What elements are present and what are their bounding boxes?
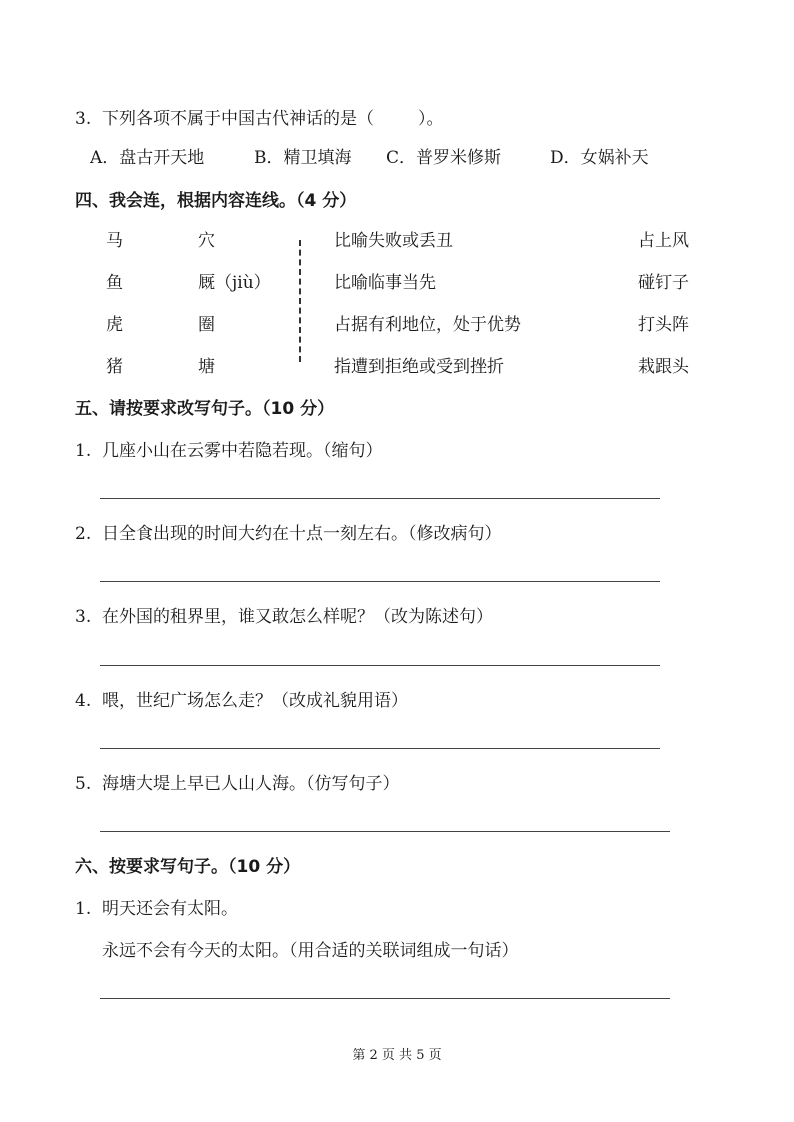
s5-item-text: 喂，世纪广场怎么走？（改成礼貌用语） [102,691,408,711]
page-footer: 第 2 页 共 5 页 [352,1048,442,1063]
s5-item-number: 4. [75,691,92,711]
answer-line[interactable] [100,831,670,832]
meaning-item[interactable]: 比喻临事当先 [334,273,436,293]
idiom-item[interactable]: 栽跟头 [638,357,689,377]
left-b-item[interactable]: 穴 [198,231,215,251]
meaning-item[interactable]: 占据有利地位，处于优势 [334,315,521,335]
answer-line[interactable] [100,498,660,499]
q3-stem-after: ）。 [418,109,444,129]
s5-item-text: 在外国的租界里，谁又敢怎么样呢？（改为陈述句） [102,607,493,627]
left-a-item[interactable]: 鱼 [106,273,123,293]
q3-option-a[interactable]: A．盘古开天地 [90,148,205,168]
q3-stem-before: 下列各项不属于中国古代神话的是（ [102,109,374,129]
idiom-item[interactable]: 打头阵 [638,315,689,335]
s5-item-number: 5. [75,774,92,794]
section4-title: 四、我会连，根据内容连线。（4 分） [75,191,357,211]
q3-number: 3. [75,109,92,129]
dashed-divider [299,240,301,362]
answer-line[interactable] [100,581,660,582]
s5-item-number: 1. [75,441,92,461]
s5-item-number: 2. [75,524,92,544]
left-b-item[interactable]: 圈 [198,315,215,335]
s5-item-text: 日全食出现的时间大约在十点一刻左右。（修改病句） [102,524,502,544]
left-b-item[interactable]: 塘 [198,357,215,377]
answer-line[interactable] [100,998,670,999]
s6-item-number: 1. [75,899,92,919]
meaning-item[interactable]: 比喻失败或丢丑 [334,231,453,251]
answer-line[interactable] [100,665,660,666]
left-a-item[interactable]: 虎 [106,315,123,335]
left-a-item[interactable]: 猪 [106,357,123,377]
left-b-item[interactable]: 厩（jiù） [198,273,271,293]
answer-line[interactable] [100,748,660,749]
q3-option-d[interactable]: D．女娲补天 [550,148,649,168]
idiom-item[interactable]: 占上风 [638,231,689,251]
idiom-item[interactable]: 碰钉子 [638,273,689,293]
s5-item-text: 几座小山在云雾中若隐若现。（缩句） [102,441,383,461]
q3-option-b[interactable]: B．精卫填海 [254,148,352,168]
s6-item-line2: 永远不会有今天的太阳。（用合适的关联词组成一句话） [102,941,519,961]
left-a-item[interactable]: 马 [106,231,123,251]
section5-title: 五、请按要求改写句子。（10 分） [75,399,335,419]
q3-stem [102,108,444,130]
q3-option-c[interactable]: C．普罗米修斯 [386,148,502,168]
s5-item-text: 海塘大堤上早已人山人海。（仿写句子） [102,774,400,794]
s6-item-line1: 明天还会有太阳。 [102,899,238,919]
section6-title: 六、按要求写句子。（10 分） [75,857,301,877]
meaning-item[interactable]: 指遭到拒绝或受到挫折 [334,357,504,377]
s5-item-number: 3. [75,607,92,627]
